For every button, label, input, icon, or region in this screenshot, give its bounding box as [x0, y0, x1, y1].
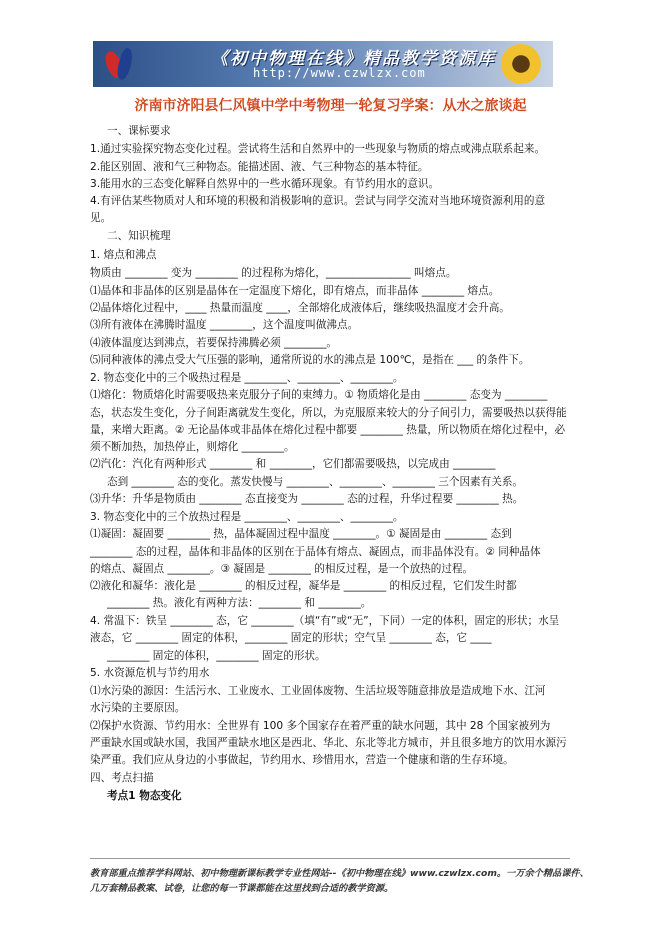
text-line: ________ 热。液化有两种方法：________ 和 ________。: [107, 597, 372, 609]
text-line: ⑵保护水资源、节约用水：全世界有 100 多个国家存在着严重的缺水问题，其中 28 个国家被列为: [90, 720, 551, 732]
subsection-heading: 3. 物态变化中的三个放热过程是 ________、________、________。: [90, 511, 404, 523]
section-heading: 二、知识梳理: [107, 230, 171, 242]
subsection-heading: 1. 熔点和沸点: [90, 249, 157, 261]
text-line: 量，来增大距离。② 无论晶体或非晶体在熔化过程中都要 ________ 热量，所以物质在熔化过程中，必: [90, 424, 566, 436]
text-line: 态到 ________ 态的变化。蒸发快慢与 ________、________、________ 三个因素有关系。: [107, 476, 524, 488]
section-heading: 四、考点扫描: [90, 772, 154, 784]
text-line: ________ 固定的体积，________ 固定的形状。: [107, 650, 326, 662]
text-line: 4. 常温下：铁呈 ________ 态，它 ________（填“有”或“无”，下同）一定的体积，固定的形状；水呈: [90, 615, 560, 627]
text-line: 严重缺水国或缺水国，我国严重缺水地区是西北、华北、东北等北方城市，并且很多地方的饮用水源污: [90, 737, 567, 749]
text-line: ⑸同种液体的沸点受大气压强的影响，通常所说的水的沸点是 100℃，是指在 ___ 的条件下。: [90, 354, 530, 366]
text-line: 须不断加热，加热停止，则熔化 ________。: [90, 441, 295, 453]
text-line: ⑵晶体熔化过程中，____ 热量而温度 ____，全部熔化成液体后，继续吸热温度才会升高。: [90, 302, 510, 314]
text-line: 液态，它 ________ 固定的体积，________ 固定的形状；空气呈 ________ 态，它 ____: [90, 632, 492, 644]
footer-line: 几万套精品教案、试卷，让您的每一节课都能在这里找到合适的教学资源。: [90, 883, 394, 894]
text-line: 4.有评估某些物质对人和环境的积极和消极影响的意识。尝试与同学交流对当地环境资源利用的意: [90, 195, 546, 207]
text-line: 水污染的主要原因。: [90, 702, 186, 714]
text-line: 3.能用水的三态变化解释自然界中的一些水循环现象。有节约用水的意识。: [90, 178, 440, 190]
subsection-heading: 2. 物态变化中的三个吸热过程是 ________、________、________。: [90, 372, 404, 384]
text-line: 1.通过实验探究物态变化过程。尝试将生活和自然界中的一些现象与物质的熔点或沸点联系起来。: [90, 143, 546, 155]
text-line: ⑴晶体和非晶体的区别是晶体在一定温度下熔化，即有熔点，而非晶体 ________ 熔点。: [90, 285, 500, 297]
text-line: ⑷液体温度达到沸点，若要保持沸腾必须 ________。: [90, 337, 338, 349]
sunflower-icon: [501, 44, 541, 84]
text-line: ⑵汽化：汽化有两种形式 ________ 和 ________，它们都需要吸热，以完成由 ________: [90, 458, 496, 470]
text-line: ⑴水污染的源因：生活污水、工业废水、工业固体废物、生活垃圾等随意排放是造成地下水、江河: [90, 685, 546, 697]
site-logo: [103, 45, 137, 83]
text-line: 2.能区别固、液和气三种物态。能描述固、液、气三种物态的基本特征。: [90, 161, 429, 173]
subsection-heading: 5. 水资源危机与节约用水: [90, 667, 210, 679]
text-line: ⑴熔化：物质熔化时需要吸热来克服分子间的束缚力。① 物质熔化是由 ________ 态变为 ________: [90, 389, 548, 401]
banner-url[interactable]: http://www.czwlzx.com: [253, 66, 426, 80]
text-line: ⑶所有液体在沸腾时温度 ________，这个温度叫做沸点。: [90, 319, 359, 331]
text-line: 见。: [90, 212, 112, 224]
text-line: ⑴凝固：凝固要 ________ 热，晶体凝固过程中温度 ________。① 凝固是由 ________ 态到: [90, 528, 512, 540]
footer-line: 教育部重点推荐学科网站、初中物理新课标教学专业性网站--《初中物理在线》www.czwlzx.com。一万余个精品课件、: [90, 868, 589, 879]
section-heading: 一、课标要求: [107, 125, 171, 137]
text-line: ________ 态的过程，晶体和非晶体的区别在于晶体有熔点、凝固点，而非晶体没有。② 同种晶体: [90, 546, 541, 558]
text-line: 染严重。我们应从身边的小事做起，节约用水、珍惜用水，营造一个健康和谐的生存环境。: [90, 754, 514, 766]
footer-divider: [90, 858, 570, 859]
text-line: 的熔点、凝固点 ________。③ 凝固是 ________ 的相反过程，是一个放热的过程。: [90, 563, 474, 575]
exam-point-heading: 考点1 物态变化: [107, 790, 182, 802]
header-banner: [93, 41, 553, 87]
text-line: 态，状态发生变化，分子间距离就发生变化，所以，为克服原来较大的分子间引力，需要吸热以获得能: [90, 407, 567, 419]
text-line: 物质由 ________ 变为 ________ 的过程称为熔化，________________ 叫熔点。: [90, 267, 457, 279]
text-line: ⑶升华：升华是物质由 ________ 态直接变为 ________ 态的过程，升华过程要 ________ 热。: [90, 493, 524, 505]
banner-title: 《初中物理在线》精品教学资源库: [211, 49, 496, 69]
document-title: 济南市济阳县仁风镇中学中考物理一轮复习学案：从水之旅谈起: [134, 98, 527, 114]
text-line: ⑵液化和凝华：液化是 ________ 的相反过程，凝华是 ________ 的相反过程，它们发生时都: [90, 580, 517, 592]
